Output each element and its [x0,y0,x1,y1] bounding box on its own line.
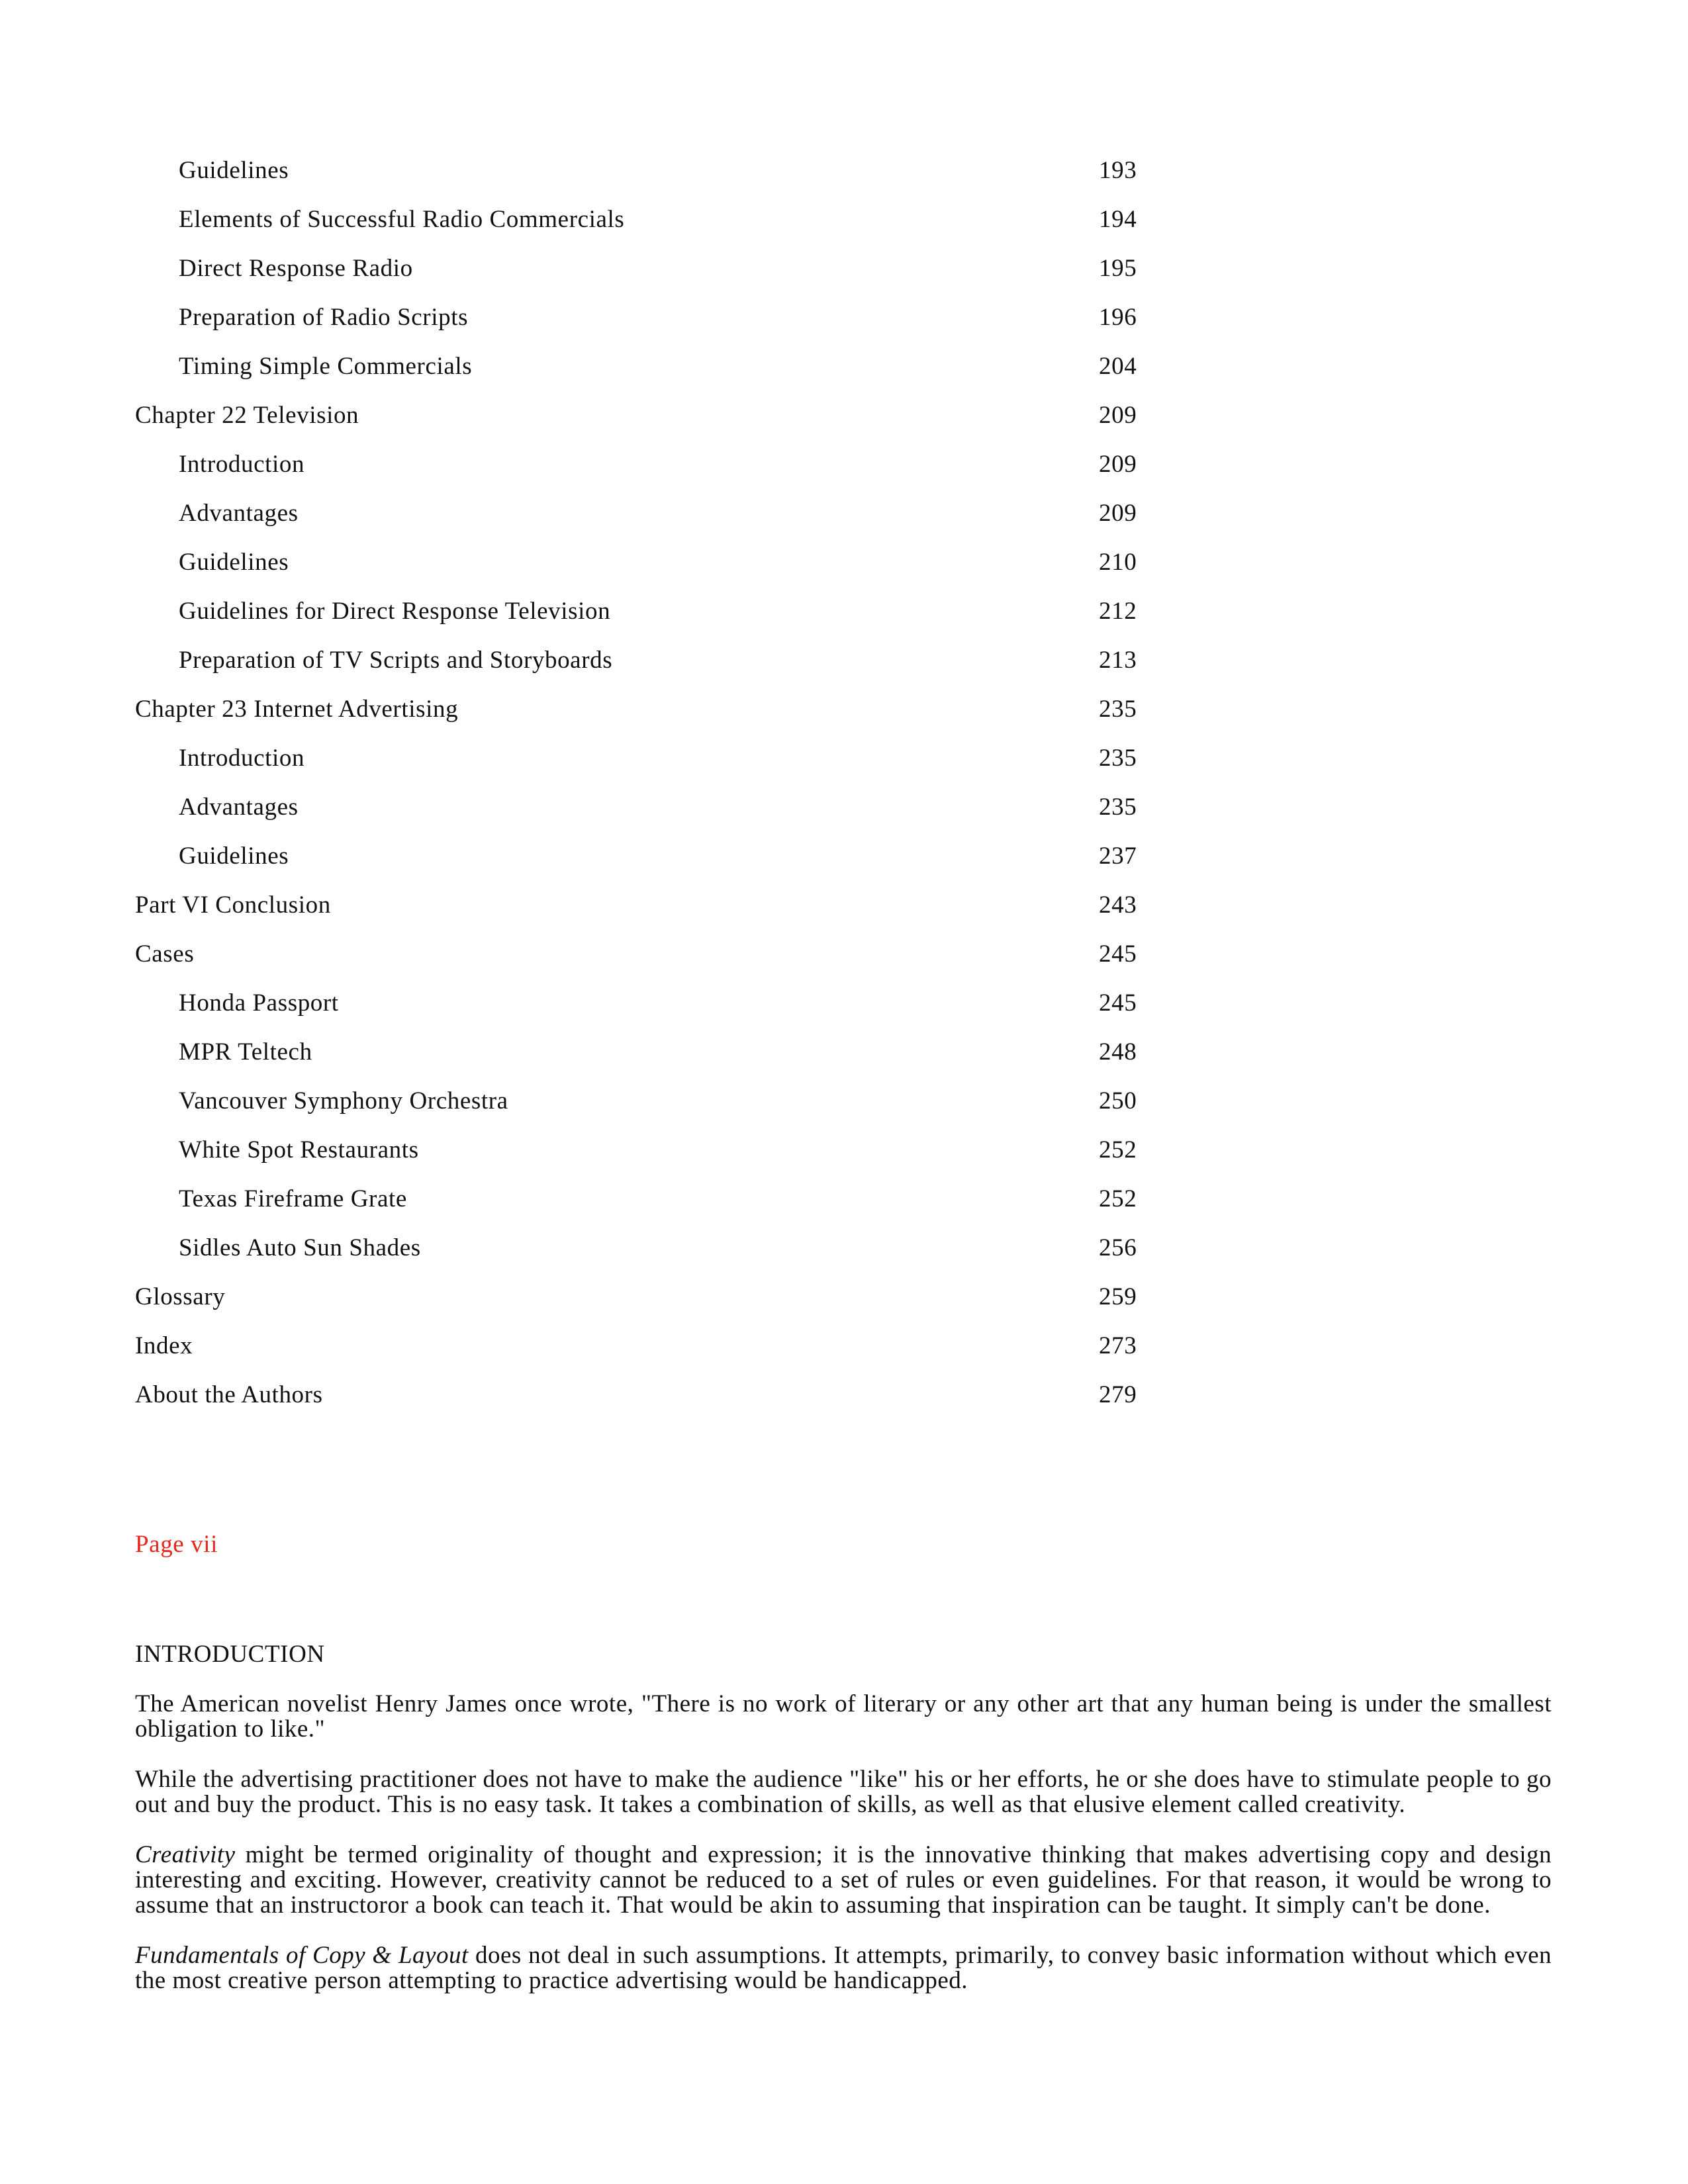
toc-entry-page: 259 [1099,1283,1137,1310]
toc-entry-page: 252 [1099,1185,1137,1212]
toc-entry-title: White Spot Restaurants [179,1136,419,1163]
toc-entry-page: 209 [1099,402,1137,429]
toc-entry [135,879,1161,928]
toc-entry-page: 209 [1099,500,1137,527]
toc-entry [135,438,1161,487]
toc-entry-title: Honda Passport [179,989,339,1017]
toc-entry-page: 196 [1099,304,1137,331]
italic-term: Creativity [135,1841,236,1868]
introduction-body [135,1692,1552,2019]
toc-entry-page: 248 [1099,1038,1137,1066]
toc-entry [135,1271,1161,1320]
toc-entry [135,732,1161,781]
toc-entry-page: 252 [1099,1136,1137,1163]
toc-entry-title: Vancouver Symphony Orchestra [179,1087,508,1115]
toc-entry-page: 237 [1099,842,1137,870]
toc-entry-page: 210 [1099,549,1137,576]
toc-entry-title: MPR Teltech [179,1038,312,1066]
toc-entry-title: Part VI Conclusion [135,891,331,919]
paragraph-text: does not deal in such assumptions. It attempts, primarily, to convey basic information without which even the most creative person attempting to practice advertising would be handicapped. [135,1942,1552,1994]
toc-entry-page: 235 [1099,794,1137,821]
toc-entry [135,487,1161,536]
toc-entry [135,634,1161,683]
introduction-paragraph [135,1943,1552,1993]
toc-entry-title: Sidles Auto Sun Shades [179,1234,421,1261]
toc-entry-page: 213 [1099,647,1137,674]
toc-entry-title: Guidelines [179,549,289,576]
toc-entry-title: Preparation of TV Scripts and Storyboards [179,647,613,674]
toc-entry-page: 195 [1099,255,1137,282]
toc-entry [135,928,1161,977]
toc-entry-title: Chapter 22 Television [135,402,359,429]
toc-entry-page: 243 [1099,891,1137,919]
toc-entry-title: Index [135,1332,193,1359]
toc-entry-title: Elements of Successful Radio Commercials [179,206,625,233]
toc-entry [135,683,1161,732]
introduction-heading: INTRODUCTION [135,1641,325,1668]
toc-entry-title: Cases [135,940,195,968]
toc-entry [135,1173,1161,1222]
table-of-contents [135,144,1161,1418]
toc-entry [135,585,1161,634]
toc-entry-title: Direct Response Radio [179,255,413,282]
toc-entry-page: 256 [1099,1234,1137,1261]
toc-entry-page: 279 [1099,1381,1137,1408]
toc-entry-title: Chapter 23 Internet Advertising [135,696,459,723]
toc-entry [135,1320,1161,1369]
toc-entry-page: 245 [1099,940,1137,968]
toc-entry [135,1026,1161,1075]
toc-entry [135,291,1161,340]
toc-entry-title: Timing Simple Commercials [179,353,473,380]
toc-entry-title: Glossary [135,1283,226,1310]
introduction-paragraph: The American novelist Henry James once wrote, "There is no work of literary or any other art that any human being is under the smallest obligation to like." [135,1690,1552,1743]
introduction-paragraph [135,1843,1552,1918]
toc-entry-title: Introduction [179,745,305,772]
toc-entry-title: Advantages [179,794,299,821]
toc-entry-page: 235 [1099,696,1137,723]
toc-entry-page: 193 [1099,157,1137,184]
toc-entry-page: 273 [1099,1332,1137,1359]
toc-entry-title: Texas Fireframe Grate [179,1185,407,1212]
paragraph-text: might be termed originality of thought and expression; it is the innovative thinking that makes advertising copy and design interesting and exciting. However, creativity cannot be reduced to a set of rules or even guidelines. For that reason, it would be wrong to assume that an instructoror a book can teach it. That would be akin to assuming that inspiration can be taught. It simply can't be done. [135,1841,1552,1919]
toc-entry [135,1124,1161,1173]
toc-entry-page: 212 [1099,598,1137,625]
toc-entry [135,144,1161,193]
toc-entry-page: 194 [1099,206,1137,233]
toc-entry-page: 204 [1099,353,1137,380]
toc-entry-page: 245 [1099,989,1137,1017]
toc-entry [135,536,1161,585]
toc-entry [135,1075,1161,1124]
toc-entry-title: Guidelines [179,157,289,184]
toc-entry-title: Guidelines [179,842,289,870]
toc-entry-title: Advantages [179,500,299,527]
toc-entry-title: Guidelines for Direct Response Television [179,598,611,625]
toc-entry [135,340,1161,389]
toc-entry-page: 209 [1099,451,1137,478]
toc-entry [135,389,1161,438]
toc-entry-page: 250 [1099,1087,1137,1115]
toc-entry [135,242,1161,291]
toc-entry-page: 235 [1099,745,1137,772]
toc-entry [135,193,1161,242]
book-title: Fundamentals of Copy & Layout [135,1942,469,1969]
toc-entry [135,1369,1161,1418]
toc-entry [135,1222,1161,1271]
toc-entry [135,781,1161,830]
page-marker: Page vii [135,1531,218,1558]
toc-entry-title: Introduction [179,451,305,478]
toc-entry-title: About the Authors [135,1381,323,1408]
toc-entry [135,830,1161,879]
toc-entry-title: Preparation of Radio Scripts [179,304,469,331]
toc-entry [135,977,1161,1026]
introduction-paragraph: While the advertising practitioner does not have to make the audience "like" his or her efforts, he or she does have to stimulate people to go out and buy the product. This is no easy task. It takes a combination of skills, as well as that elusive element called creativity. [135,1766,1552,1818]
